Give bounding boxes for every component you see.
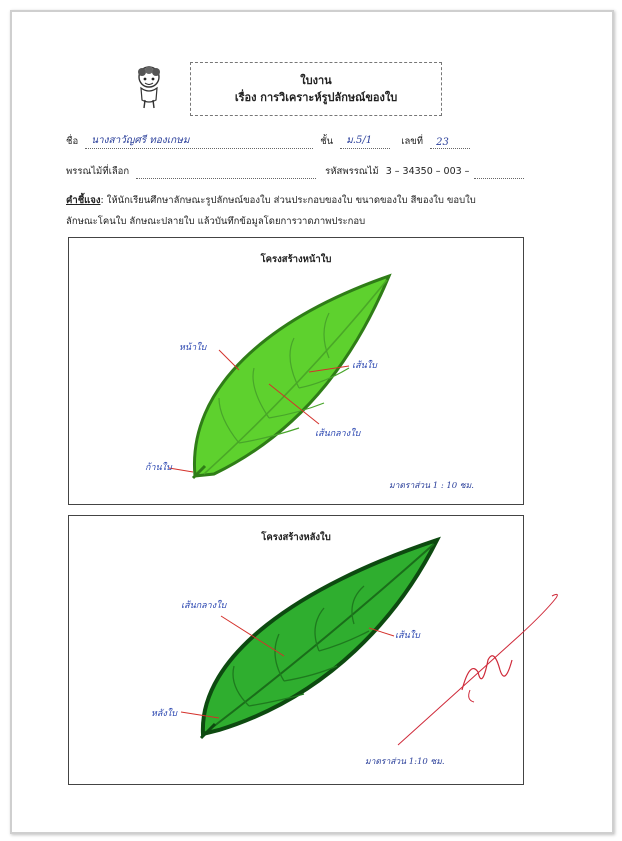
class-field[interactable] (340, 135, 390, 149)
lower-label-back: หลังใบ (151, 709, 177, 719)
species-code-field[interactable] (474, 168, 524, 179)
species-label: พรรณไม้ที่เลือก (66, 166, 130, 177)
species-field[interactable] (136, 168, 316, 179)
class-label: ชั้น (320, 136, 334, 147)
worksheet-title-box (190, 62, 442, 116)
upper-label-petiole: ก้านใบ (145, 463, 172, 473)
number-value: 23 (436, 137, 449, 148)
upper-leaf-drawing (69, 238, 523, 504)
upper-label-blade: หน้าใบ (179, 343, 207, 353)
name-field[interactable] (85, 135, 313, 149)
lower-label-vein: เส้นใบ (395, 631, 420, 641)
upper-panel-title: โครงสร้างหน้าใบ (260, 254, 332, 265)
number-field[interactable] (430, 138, 470, 149)
lower-label-midrib: เส้นกลางใบ (181, 601, 227, 611)
lower-scale-note: มาตราส่วน 1:10 ซม. (365, 757, 445, 767)
upper-label-vein: เส้นใบ (352, 361, 377, 371)
name-label: ชื่อ (66, 136, 79, 147)
upper-leaf-blade (194, 276, 389, 476)
worksheet-subject: เรื่อง การวิเคราะห์รูปลักษณ์ของใบ (234, 91, 398, 104)
upper-leaf-panel (68, 237, 524, 505)
student-info-row (66, 134, 470, 149)
instructions-label: คำชี้แจง (66, 195, 101, 206)
instructions-line-1: : ให้นักเรียนศึกษาลักษณะรูปลักษณ์ของใบ ส่วนประกอบของใบ ขนาดของใบ สีของใบ ขอบใบ (100, 195, 476, 206)
name-value: นางสาวัญศรี ทองเกษม (91, 135, 190, 146)
number-label: เลขที่ (401, 136, 424, 147)
class-value: ม.5/1 (346, 135, 373, 146)
upper-scale-note: มาตราส่วน 1 : 10 ซม. (389, 481, 474, 491)
species-code-label: รหัสพรรณไม้ (325, 166, 379, 177)
species-row (66, 164, 524, 179)
species-code-value: 3 – 34350 – 003 – (385, 166, 470, 177)
lower-leaf-drawing (69, 516, 523, 784)
worksheet-heading: ใบงาน (300, 74, 332, 87)
sheep-mascot-logo (132, 66, 166, 110)
upper-label-midrib: เส้นกลางใบ (315, 429, 361, 439)
lower-leaf-panel (68, 515, 524, 785)
instructions (66, 190, 506, 232)
instructions-line-2: ลักษณะโคนใบ ลักษณะปลายใบ แล้วบันทึกข้อมูลโดยการวาดภาพประกอบ (66, 216, 366, 227)
lower-panel-title: โครงสร้างหลังใบ (261, 532, 331, 543)
